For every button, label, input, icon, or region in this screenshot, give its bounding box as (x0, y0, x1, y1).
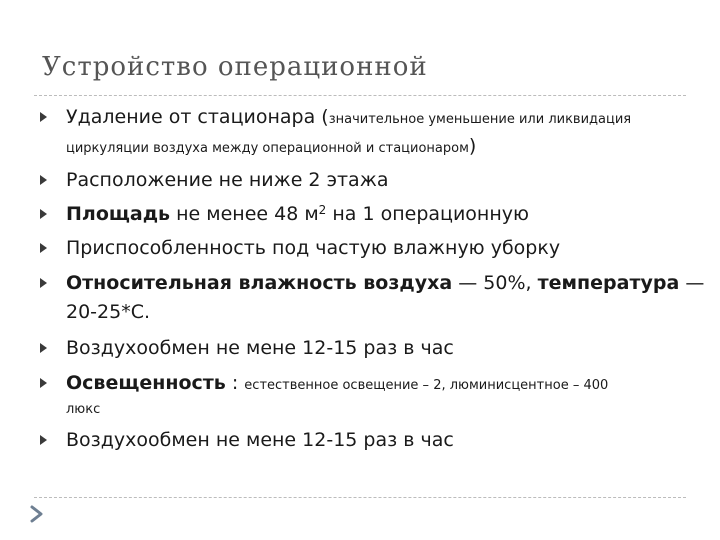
list-item (66, 371, 696, 398)
triangle-bullet-icon (40, 278, 47, 288)
item-text: — (679, 272, 705, 294)
item-term: температура (537, 272, 680, 294)
list-item-continuation (66, 300, 696, 325)
triangle-bullet-icon (40, 175, 47, 185)
list-item (66, 168, 696, 193)
item-text: Воздухообмен не мене 12-15 раз в час (66, 337, 454, 359)
item-note: циркуляции воздуха между операционной и стационаром (66, 141, 469, 156)
item-text: Приспособленность под частую влажную уборку (66, 237, 561, 259)
footer-divider (34, 497, 686, 498)
triangle-bullet-icon (40, 435, 47, 445)
item-text: Воздухообмен не мене 12-15 раз в час (66, 429, 454, 451)
list-item (66, 105, 696, 132)
item-text: Удаление от стационара (66, 106, 322, 128)
item-note: люкс (66, 402, 101, 417)
paren-close: ) (468, 135, 477, 157)
item-text: не менее 48 м (170, 203, 319, 225)
triangle-bullet-icon (40, 243, 47, 253)
triangle-bullet-icon (40, 112, 47, 122)
list-item (66, 428, 696, 453)
item-term: Площадь (66, 203, 171, 225)
item-text: на 1 операционную (326, 203, 530, 225)
item-term: Относительная влажность воздуха (66, 272, 453, 294)
triangle-bullet-icon (40, 343, 47, 353)
item-note: естественное освещение – 2, люминисцентное – 400 (244, 378, 609, 393)
list-item-continuation (66, 395, 696, 422)
item-text: — 50%, (452, 272, 538, 294)
superscript: 2 (318, 203, 327, 217)
triangle-bullet-icon (40, 209, 47, 219)
triangle-bullet-icon (40, 378, 47, 388)
list-item (66, 271, 705, 296)
list-item (66, 336, 696, 361)
item-text: 20-25*С. (66, 301, 151, 323)
list-item (66, 236, 696, 261)
item-term: Освещенность (66, 372, 226, 394)
paren-open: ( (321, 106, 329, 128)
item-note: значительное уменьшение или ликвидация (328, 112, 632, 127)
slide-nav-arrow-icon[interactable] (28, 504, 46, 528)
title-divider (34, 95, 686, 96)
list-item (66, 202, 696, 227)
list-item-continuation (66, 134, 696, 161)
item-text: Расположение не ниже 2 этажа (66, 169, 389, 191)
slide-title: Устройство операционной (42, 52, 428, 82)
item-text: : (225, 372, 245, 394)
